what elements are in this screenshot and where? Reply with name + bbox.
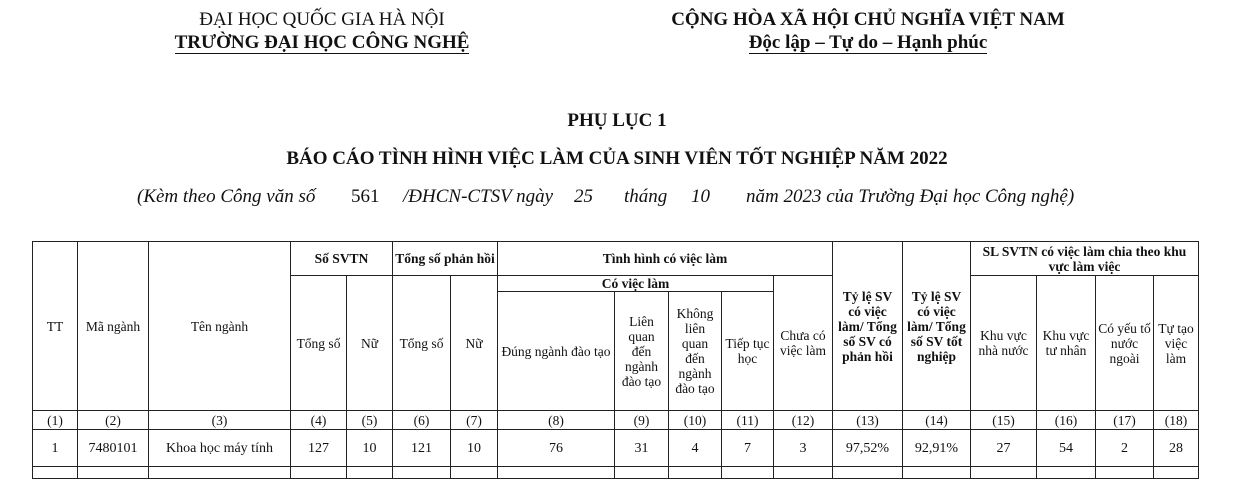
header-yeu-to-nuoc-ngoai: Có yếu tố nước ngoài (1096, 276, 1154, 411)
cell-nuoc-ngoai: 2 (1096, 430, 1154, 467)
cell-ty-le-tot-nghiep: 92,91% (903, 430, 971, 467)
country-name: CỘNG HÒA XÃ HỘI CHỦ NGHĨA VIỆT NAM (671, 9, 1065, 30)
cell-tt: 1 (33, 430, 78, 467)
column-number: (2) (78, 411, 149, 430)
appendix-title: PHỤ LỤC 1 (567, 110, 667, 131)
header-chua-co-viec-lam: Chưa có việc làm (774, 276, 833, 411)
header-khong-lien-quan: Không liên quan đến ngành đào tạo (669, 292, 722, 411)
subtitle-prefix: (Kèm theo Công văn số (137, 186, 316, 207)
doc-day: 25 (574, 186, 593, 207)
cell-tiep-tuc-hoc: 7 (722, 430, 774, 467)
column-number: (4) (291, 411, 347, 430)
header-ty-le-tot-nghiep: Tỷ lệ SV có việc làm/ Tổng số SV tốt nghiệp (903, 242, 971, 411)
cell-phan-hoi-nu: 10 (451, 430, 498, 467)
column-number: (9) (615, 411, 669, 430)
cell-chua-co-viec-lam: 3 (774, 430, 833, 467)
cell-svtn-nu: 10 (347, 430, 393, 467)
national-motto: Độc lập – Tự do – Hạnh phúc (748, 32, 988, 53)
cell-ty-le-phan-hoi: 97,52% (833, 430, 903, 467)
cell-tu-tao: 28 (1154, 430, 1199, 467)
column-number: (8) (498, 411, 615, 430)
table-row-continuation (33, 467, 1199, 479)
cell-tu-nhan: 54 (1037, 430, 1096, 467)
cell-khong-lien-quan: 4 (669, 430, 722, 467)
subtitle-suffix: năm 2023 của Trường Đại học Công nghệ) (746, 186, 1075, 207)
header-ty-le-phan-hoi: Tỷ lệ SV có việc làm/ Tổng số SV có phản hồi (833, 242, 903, 411)
column-number: (3) (149, 411, 291, 430)
header-svtn-tong-so: Tổng số (291, 276, 347, 411)
header-ten-nganh: Tên ngành (149, 242, 291, 411)
header-so-svtn: Số SVTN (291, 242, 393, 276)
column-number: (10) (669, 411, 722, 430)
report-title: BÁO CÁO TÌNH HÌNH VIỆC LÀM CỦA SINH VIÊN TỐT NGHIỆP NĂM 2022 (286, 148, 948, 169)
column-number: (6) (393, 411, 451, 430)
column-number: (13) (833, 411, 903, 430)
header-khu-vuc-tu-nhan: Khu vực tư nhân (1037, 276, 1096, 411)
doc-code: /ĐHCN-CTSV ngày (403, 186, 554, 207)
school-name: TRƯỜNG ĐẠI HỌC CÔNG NGHỆ (174, 32, 470, 53)
header-co-viec-lam: Có việc làm (498, 276, 774, 292)
month-word: tháng (624, 186, 668, 207)
header-tiep-tuc-hoc: Tiếp tục học (722, 292, 774, 411)
cell-ma-nganh: 7480101 (78, 430, 149, 467)
column-number: (11) (722, 411, 774, 430)
column-number: (7) (451, 411, 498, 430)
column-number: (18) (1154, 411, 1199, 430)
university-name: ĐẠI HỌC QUỐC GIA HÀ NỘI (199, 9, 445, 30)
header-khu-vuc-lam-viec: SL SVTN có việc làm chia theo khu vực làm việc (971, 242, 1199, 276)
header-tt: TT (33, 242, 78, 411)
column-number: (15) (971, 411, 1037, 430)
column-number: (12) (774, 411, 833, 430)
column-number-row (33, 411, 1199, 430)
header-phan-hoi-tong-so: Tổng số (393, 276, 451, 411)
employment-report-table (32, 241, 1199, 479)
header-lien-quan: Liên quan đến ngành đào tạo (615, 292, 669, 411)
header-tong-so-phan-hoi: Tổng số phản hồi (393, 242, 498, 276)
header-dung-nganh: Đúng ngành đào tạo (498, 292, 615, 411)
header-khu-vuc-nha-nuoc: Khu vực nhà nước (971, 276, 1037, 411)
cell-nha-nuoc: 27 (971, 430, 1037, 467)
header-tinh-hinh-viec-lam: Tình hình có việc làm (498, 242, 833, 276)
header-phan-hoi-nu: Nữ (451, 276, 498, 411)
column-number: (14) (903, 411, 971, 430)
header-svtn-nu: Nữ (347, 276, 393, 411)
column-number: (5) (347, 411, 393, 430)
doc-month: 10 (691, 186, 710, 207)
institution-header (122, 8, 522, 54)
column-number: (1) (33, 411, 78, 430)
cell-dung-nganh: 76 (498, 430, 615, 467)
cell-lien-quan: 31 (615, 430, 669, 467)
column-number: (17) (1096, 411, 1154, 430)
cell-svtn-tong-so: 127 (291, 430, 347, 467)
header-tu-tao-viec-lam: Tự tạo việc làm (1154, 276, 1199, 411)
table-row (33, 430, 1199, 467)
column-number: (16) (1037, 411, 1096, 430)
cell-ten-nganh: Khoa học máy tính (149, 430, 291, 467)
national-header (618, 8, 1118, 54)
header-ma-nganh: Mã ngành (78, 242, 149, 411)
doc-number: 561 (351, 186, 380, 207)
cell-phan-hoi-tong-so: 121 (393, 430, 451, 467)
